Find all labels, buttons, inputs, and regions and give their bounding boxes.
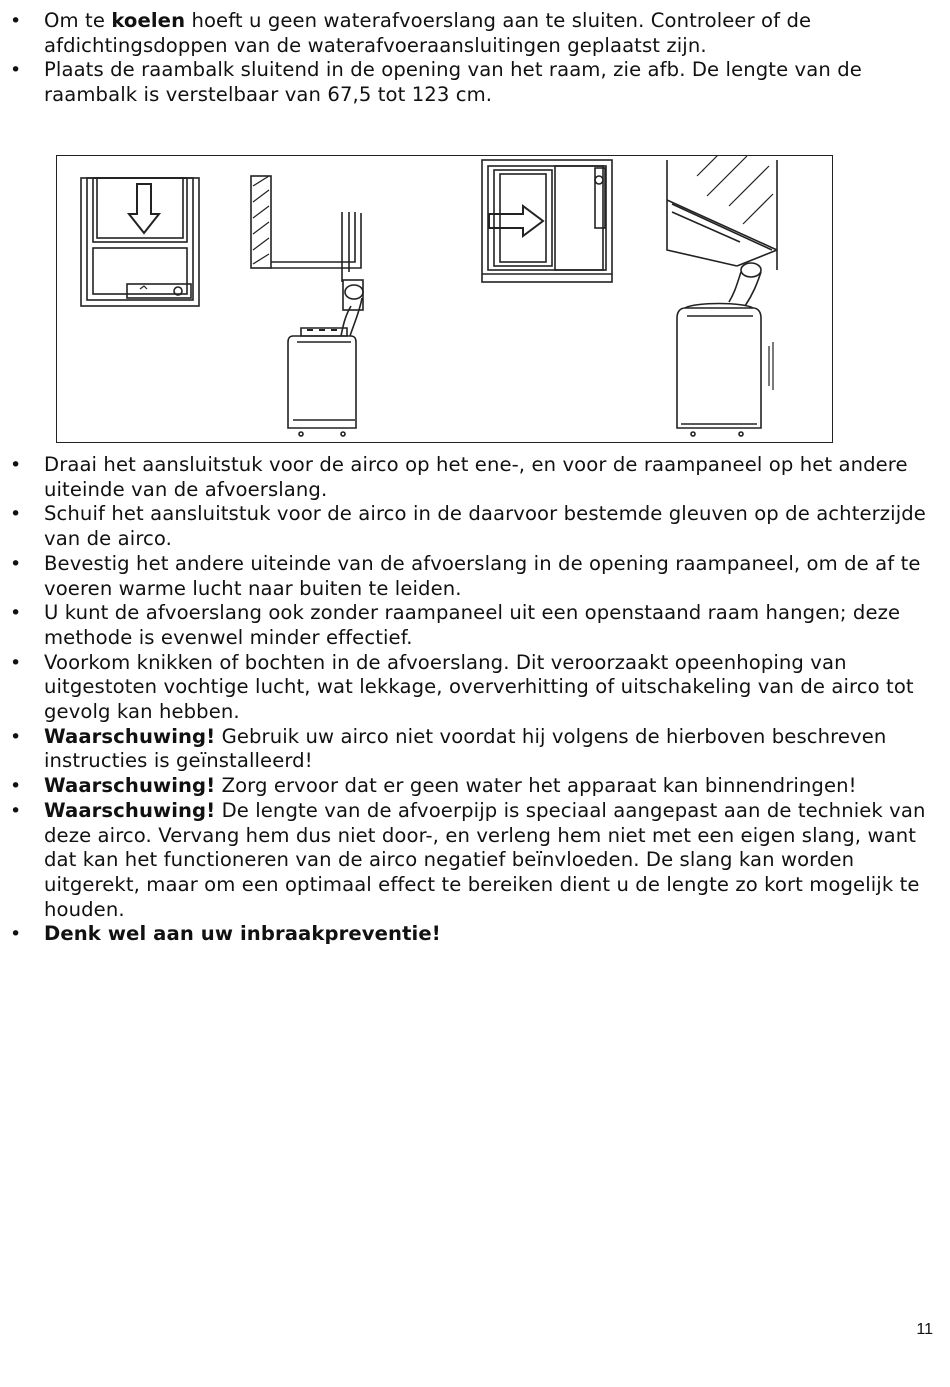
window-slide-side xyxy=(482,160,612,282)
warning-item: • Waarschuwing! De lengte van de afvoerpijp is speciaal aangepast aan de techniek van deze airco. Vervang hem dus niet door-, en verleng hem niet met een eigen slang, want dat kan het functioneren van de airco negatief beïnvloeden. De slang kan worden uitgerekt, maar om een optimaal effect te bereiken dient u de lengte zo kort mogelijk te houden. xyxy=(0,799,950,923)
list-item: • Schuif het aansluitstuk voor de airco in de daarvoor bestemde gleuven op de achterzijde van de airco. xyxy=(0,502,950,551)
window-frame-hose-side xyxy=(667,156,777,436)
warning-item: • Waarschuwing! Gebruik uw airco niet voordat hij volgens de hierboven beschreven instructies is geïnstalleerd! xyxy=(0,725,950,774)
warning-item: • Waarschuwing! Zorg ervoor dat er geen water het apparaat kan binnendringen! xyxy=(0,774,950,799)
arrow-down-icon xyxy=(129,184,159,233)
list-item: • Plaats de raambalk sluitend in de opening van het raam, zie afb. De lengte van de raambalk is verstelbaar van 67,5 tot 123 cm. xyxy=(0,58,950,107)
page-number: 11 xyxy=(916,1321,933,1338)
window-slide-down xyxy=(81,178,199,306)
installation-figure xyxy=(56,155,833,443)
list-item: • Voorkom knikken of bochten in de afvoerslang. Dit veroorzaakt opeenhoping van uitgestoten vochtige lucht, wat lekkage, oververhitting of uitschakeling van de airco tot gevolg kan hebben. xyxy=(0,651,950,725)
list-item: • U kunt de afvoerslang ook zonder raampaneel uit een openstaand raam hangen; deze methode is evenwel minder effectief. xyxy=(0,601,950,650)
instruction-list-main xyxy=(0,453,950,947)
instruction-list-top xyxy=(0,9,950,108)
list-item: • Om te koelen hoeft u geen waterafvoerslang aan te sluiten. Controleer of de afdichtingsdoppen van de waterafvoeraansluitingen geplaatst zijn. xyxy=(0,9,950,58)
list-item: • Bevestig het andere uiteinde van de afvoerslang in de opening raampaneel, om de af te voeren warme lucht naar buiten te leiden. xyxy=(0,552,950,601)
arrow-right-icon xyxy=(489,206,543,236)
list-item: • Denk wel aan uw inbraakpreventie! xyxy=(0,922,950,947)
list-item: • Draai het aansluitstuk voor de airco op het ene-, en voor de raampaneel op het andere uiteinde van de afvoerslang. xyxy=(0,453,950,502)
window-frame-hose xyxy=(251,176,363,436)
